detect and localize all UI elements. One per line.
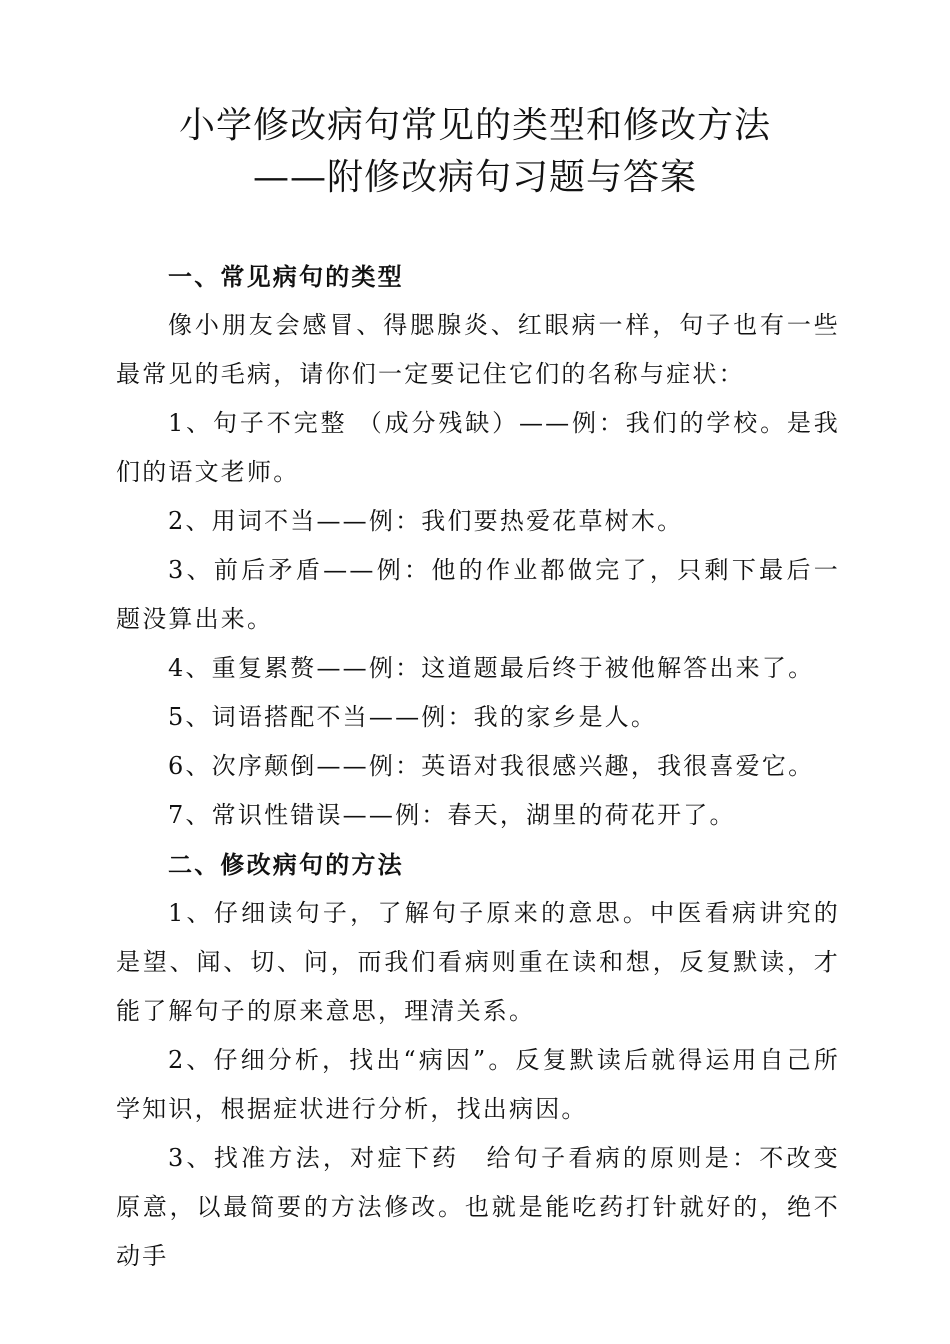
document-title: 小学修改病句常见的类型和修改方法 bbox=[178, 105, 771, 146]
type-item-5: 5、词语搭配不当——例：我的家乡是人。 bbox=[168, 703, 658, 731]
section-heading-methods: 二、修改病句的方法 bbox=[168, 850, 404, 879]
method-item-2: 2、仔细分析，找出“病因”。反复默读后就得运用自己所学知识，根据症状进行分析，找出病因。 bbox=[116, 1046, 840, 1123]
method-item-3: 3、找准方法，对症下药 给句子看病的原则是：不改变原意，以最简要的方法修改。也就是能吃药打针就好的，绝不动手 bbox=[116, 1144, 840, 1270]
document-body bbox=[116, 252, 840, 1281]
type-item-3: 3、前后矛盾——例：他的作业都做完了，只剩下最后一题没算出来。 bbox=[116, 556, 840, 633]
section-intro: 像小朋友会感冒、得腮腺炎、红眼病一样，句子也有一些最常见的毛病，请你们一定要记住它们的名称与症状： bbox=[116, 311, 840, 388]
type-item-1: 1、句子不完整 （成分残缺）——例：我们的学校。是我们的语文老师。 bbox=[116, 409, 840, 486]
type-item-4: 4、重复累赘——例：这道题最后终于被他解答出来了。 bbox=[168, 654, 815, 682]
section-heading-types: 一、常见病句的类型 bbox=[168, 262, 404, 291]
type-item-7: 7、常识性错误——例：春天，湖里的荷花开了。 bbox=[168, 801, 736, 829]
type-item-6: 6、次序颠倒——例：英语对我很感兴趣，我很喜爱它。 bbox=[168, 752, 815, 780]
method-item-1: 1、仔细读句子，了解句子原来的意思。中医看病讲究的是望、闻、切、问，而我们看病则重在读和想，反复默读，才能了解句子的原来意思，理清关系。 bbox=[116, 899, 840, 1025]
type-item-2: 2、用词不当——例：我们要热爱花草树木。 bbox=[168, 507, 684, 535]
document-subtitle: ——附修改病句习题与答案 bbox=[252, 157, 697, 198]
